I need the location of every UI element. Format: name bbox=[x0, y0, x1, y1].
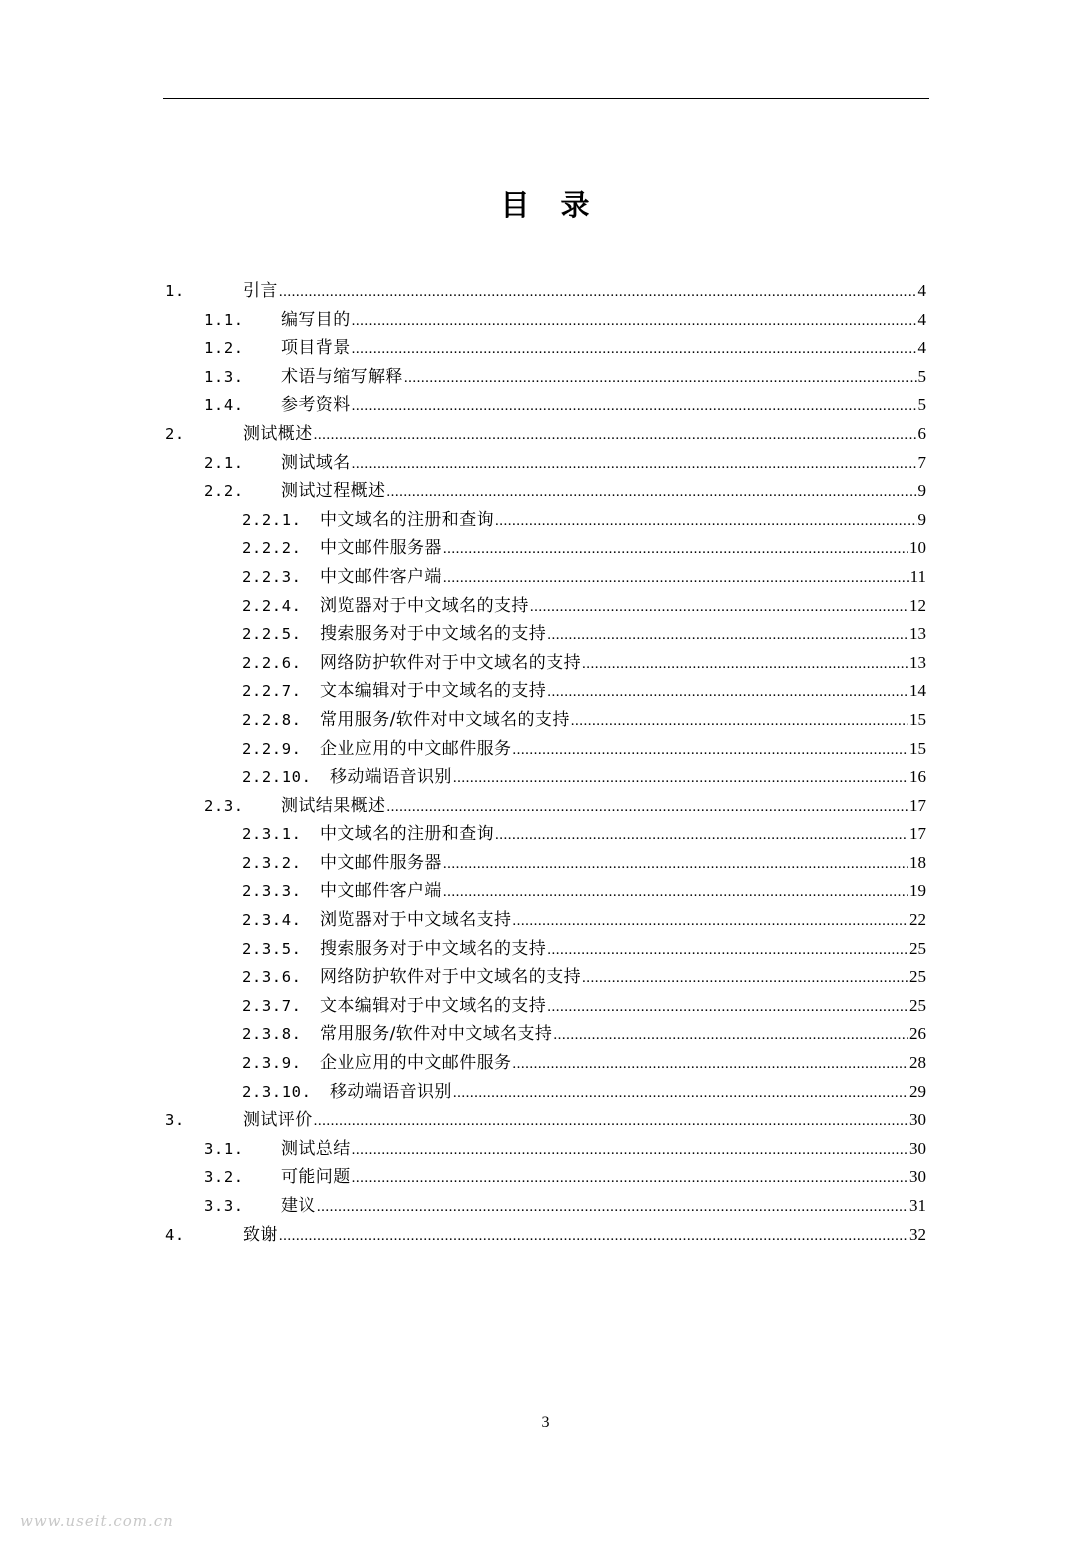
toc-entry-page: 22 bbox=[909, 910, 926, 930]
toc-dot-leader bbox=[317, 1193, 908, 1221]
toc-dot-leader bbox=[453, 764, 908, 792]
toc-entry-number: 2.3.9. bbox=[242, 1054, 302, 1073]
toc-dot-leader bbox=[571, 707, 908, 735]
toc-entry[interactable] bbox=[0, 849, 1091, 878]
toc-entry-number: 2.3.4. bbox=[242, 911, 302, 930]
toc-entry-page: 17 bbox=[909, 824, 926, 844]
toc-entry-number: 1.2. bbox=[204, 339, 244, 358]
toc-dot-leader bbox=[453, 1079, 908, 1107]
toc-entry-page: 9 bbox=[917, 481, 926, 501]
toc-entry[interactable] bbox=[0, 906, 1091, 935]
toc-entry-title: 常用服务/软件对中文域名的支持 bbox=[320, 709, 570, 730]
toc-entry-page: 32 bbox=[909, 1224, 926, 1244]
toc-entry[interactable] bbox=[0, 506, 1091, 535]
toc-entry-line bbox=[243, 420, 926, 449]
toc-entry-number: 1. bbox=[165, 282, 185, 300]
toc-entry-line bbox=[243, 277, 926, 306]
toc-entry-line bbox=[281, 363, 926, 392]
toc-entry-title: 浏览器对于中文域名支持 bbox=[320, 910, 512, 931]
toc-entry-page: 4 bbox=[917, 281, 926, 300]
toc-entry-number: 2.2.5. bbox=[242, 625, 302, 644]
toc-dot-leader bbox=[582, 650, 908, 678]
toc-entry-number: 2.2.3. bbox=[242, 567, 302, 586]
toc-dot-leader bbox=[443, 878, 908, 906]
toc-title: 目 录 bbox=[500, 188, 591, 222]
toc-entry-page: 9 bbox=[917, 509, 926, 529]
toc-entry-line bbox=[281, 306, 926, 335]
toc-dot-leader bbox=[352, 1164, 908, 1192]
toc-entry[interactable] bbox=[0, 449, 1091, 478]
toc-entry-number: 2.2.7. bbox=[242, 682, 302, 701]
toc-dot-leader bbox=[314, 1107, 908, 1135]
toc-entry-page: 12 bbox=[909, 595, 926, 615]
toc-entry-page: 30 bbox=[909, 1167, 926, 1187]
toc-entry-page: 26 bbox=[909, 1024, 926, 1044]
toc-entry-number: 1.1. bbox=[204, 310, 244, 329]
toc-dot-leader bbox=[352, 450, 917, 478]
toc-entry-title: 中文域名的注册和查询 bbox=[320, 509, 494, 530]
toc-entry-title: 术语与缩写解释 bbox=[281, 366, 403, 387]
toc-entry-title: 致谢 bbox=[243, 1224, 278, 1245]
toc-entry-number: 2.3.5. bbox=[242, 939, 302, 958]
toc-entry[interactable] bbox=[0, 877, 1091, 906]
toc-entry-number: 2.3. bbox=[204, 796, 244, 815]
toc-entry-number: 3.3. bbox=[204, 1197, 244, 1215]
toc-entry-page: 10 bbox=[909, 538, 926, 558]
toc-entry-title: 测试总结 bbox=[281, 1138, 351, 1159]
toc-entry[interactable] bbox=[0, 334, 1091, 363]
toc-entry-page: 25 bbox=[909, 967, 926, 987]
toc-entry-number: 2.3.6. bbox=[242, 968, 302, 987]
toc-entry[interactable] bbox=[0, 592, 1091, 621]
toc-dot-leader bbox=[547, 678, 908, 706]
toc-entry-number: 2.2.9. bbox=[242, 739, 302, 758]
toc-entry-page: 19 bbox=[909, 881, 926, 901]
toc-dot-leader bbox=[495, 821, 908, 849]
toc-entry-number: 2.2.4. bbox=[242, 596, 302, 615]
toc-entry-number: 2.2.10. bbox=[242, 768, 312, 787]
toc-entry-title: 企业应用的中文邮件服务 bbox=[320, 1053, 512, 1074]
toc-entry-title: 测试概述 bbox=[243, 423, 313, 444]
toc-entry-page: 4 bbox=[917, 338, 926, 358]
toc-entry[interactable] bbox=[0, 1020, 1091, 1049]
toc-entry-line bbox=[320, 963, 926, 992]
toc-entry[interactable] bbox=[0, 620, 1091, 649]
toc-entry[interactable] bbox=[0, 1192, 1091, 1221]
toc-entry-number: 2.1. bbox=[204, 453, 244, 472]
toc-entry-number: 3.2. bbox=[204, 1168, 244, 1187]
toc-entry-page: 29 bbox=[909, 1081, 926, 1101]
toc-entry-title: 中文邮件客户端 bbox=[320, 881, 442, 902]
toc-entry-title: 中文邮件服务器 bbox=[320, 852, 442, 873]
toc-entry-line bbox=[320, 735, 926, 764]
toc-entry[interactable] bbox=[0, 391, 1091, 420]
toc-entry-line bbox=[281, 449, 926, 478]
toc-entry[interactable] bbox=[0, 735, 1091, 764]
toc-entry-number: 2.3.10. bbox=[242, 1082, 312, 1101]
toc-entry-line bbox=[281, 792, 926, 821]
toc-entry-page: 13 bbox=[909, 624, 926, 644]
toc-entry-line bbox=[320, 534, 926, 563]
toc-entry-page: 25 bbox=[909, 995, 926, 1015]
toc-entry-number: 1.4. bbox=[204, 396, 244, 415]
toc-entry-page: 30 bbox=[909, 1110, 926, 1130]
toc-entry-page: 11 bbox=[909, 566, 926, 586]
toc-dot-leader bbox=[547, 621, 908, 649]
toc-dot-leader bbox=[495, 507, 917, 535]
toc-entry-number: 1.3. bbox=[204, 367, 244, 386]
toc-entry-line bbox=[320, 849, 926, 878]
toc-entry-title: 网络防护软件对于中文域名的支持 bbox=[320, 967, 581, 988]
toc-entry-line bbox=[281, 391, 926, 420]
toc-entry[interactable] bbox=[0, 820, 1091, 849]
toc-dot-leader bbox=[530, 593, 908, 621]
toc-entry-line bbox=[320, 935, 926, 964]
toc-entry-line bbox=[330, 1078, 926, 1107]
toc-entry-line bbox=[281, 1135, 926, 1164]
toc-entry-line bbox=[320, 706, 926, 735]
toc-entry[interactable] bbox=[0, 534, 1091, 563]
toc-entry-number: 2.3.8. bbox=[242, 1025, 302, 1044]
toc-entry-number: 2.3.2. bbox=[242, 853, 302, 872]
toc-dot-leader bbox=[443, 850, 908, 878]
toc-entry-number: 2.3.1. bbox=[242, 825, 302, 844]
toc-entry-title: 中文域名的注册和查询 bbox=[320, 824, 494, 845]
toc-entry[interactable] bbox=[0, 363, 1091, 392]
toc-entry-line bbox=[320, 906, 926, 935]
toc-dot-leader bbox=[352, 392, 917, 420]
toc-entry[interactable] bbox=[0, 277, 1091, 306]
toc-entry[interactable] bbox=[0, 963, 1091, 992]
toc-entry-line bbox=[320, 1020, 926, 1049]
toc-entry-line bbox=[320, 992, 926, 1021]
toc-entry-line bbox=[243, 1221, 926, 1250]
toc-dot-leader bbox=[352, 1136, 908, 1164]
toc-entry[interactable] bbox=[0, 992, 1091, 1021]
toc-entry-page: 30 bbox=[909, 1138, 926, 1158]
toc-entry-title: 中文邮件服务器 bbox=[320, 538, 442, 559]
toc-entry-page: 25 bbox=[909, 938, 926, 958]
toc-dot-leader bbox=[512, 736, 908, 764]
toc-entry-line bbox=[320, 677, 926, 706]
toc-entry-title: 移动端语音识别 bbox=[330, 767, 452, 788]
toc-entry-number: 2.2.8. bbox=[242, 710, 302, 729]
toc-entry-title: 编写目的 bbox=[281, 309, 351, 330]
toc-entry-title: 搜索服务对于中文域名的支持 bbox=[320, 938, 547, 959]
toc-entry-number: 2.3.3. bbox=[242, 882, 302, 901]
toc-dot-leader bbox=[386, 793, 908, 821]
toc-entry-title: 可能问题 bbox=[281, 1167, 351, 1188]
toc-dot-leader bbox=[352, 307, 917, 335]
toc-entry-line bbox=[320, 877, 926, 906]
toc-entry-line bbox=[320, 820, 926, 849]
toc-entry-page: 5 bbox=[917, 366, 926, 386]
toc-entry-line bbox=[281, 1192, 926, 1221]
toc-entry-title: 搜索服务对于中文域名的支持 bbox=[320, 624, 547, 645]
toc-entry-title: 项目背景 bbox=[281, 338, 351, 359]
toc-entry-line bbox=[243, 1106, 926, 1135]
toc-entry-page: 13 bbox=[909, 652, 926, 672]
toc-entry-page: 18 bbox=[909, 852, 926, 872]
toc-entry-title: 中文邮件客户端 bbox=[320, 566, 442, 587]
toc-entry-number: 2.2. bbox=[204, 482, 244, 501]
toc-entry[interactable] bbox=[0, 420, 1091, 449]
toc-entry-page: 17 bbox=[909, 795, 926, 815]
toc-entry[interactable] bbox=[0, 706, 1091, 735]
toc-dot-leader bbox=[386, 478, 916, 506]
toc-entry[interactable] bbox=[0, 563, 1091, 592]
toc-dot-leader bbox=[279, 1222, 908, 1250]
toc-entry[interactable] bbox=[0, 792, 1091, 821]
toc-entry-number: 2.2.2. bbox=[242, 539, 302, 558]
toc-entry-title: 企业应用的中文邮件服务 bbox=[320, 738, 512, 759]
toc-entry[interactable] bbox=[0, 1135, 1091, 1164]
toc-entry-title: 网络防护软件对于中文域名的支持 bbox=[320, 652, 581, 673]
toc-entry-number: 4. bbox=[165, 1225, 185, 1244]
toc-entry-title: 引言 bbox=[243, 281, 278, 301]
toc-entry-title: 浏览器对于中文域名的支持 bbox=[320, 595, 529, 616]
toc-entry-title: 测试域名 bbox=[281, 452, 351, 473]
toc-entry-title: 文本编辑对于中文域名的支持 bbox=[320, 681, 547, 702]
toc-dot-leader bbox=[512, 907, 908, 935]
toc-dot-leader bbox=[443, 535, 908, 563]
toc-entry-line bbox=[281, 334, 926, 363]
toc-entry-title: 测试结果概述 bbox=[281, 795, 386, 816]
toc-entry-line bbox=[320, 506, 926, 535]
toc-entry[interactable] bbox=[0, 1106, 1091, 1135]
toc-entry-line bbox=[320, 620, 926, 649]
toc-entry-title: 文本编辑对于中文域名的支持 bbox=[320, 995, 547, 1016]
toc-dot-leader bbox=[279, 278, 917, 306]
toc-dot-leader bbox=[404, 364, 917, 392]
toc-entry[interactable] bbox=[0, 935, 1091, 964]
toc-entry-page: 15 bbox=[909, 738, 926, 758]
toc-entry[interactable] bbox=[0, 1221, 1091, 1250]
toc-entry-title: 常用服务/软件对中文域名支持 bbox=[320, 1024, 553, 1045]
toc-entry[interactable] bbox=[0, 677, 1091, 706]
toc-dot-leader bbox=[314, 421, 917, 449]
toc-entry-line bbox=[330, 763, 926, 792]
toc-entry-page: 28 bbox=[909, 1053, 926, 1073]
toc-entry-page: 16 bbox=[909, 767, 926, 787]
toc-entry-page: 6 bbox=[917, 423, 926, 443]
toc-entry-page: 5 bbox=[917, 395, 926, 415]
page-number: 3 bbox=[541, 1414, 550, 1431]
toc-entry[interactable] bbox=[0, 763, 1091, 792]
toc-entry-line bbox=[320, 563, 926, 592]
toc-entry-line bbox=[281, 1163, 926, 1192]
toc-entry[interactable] bbox=[0, 477, 1091, 506]
toc-entry-title: 测试评价 bbox=[243, 1110, 313, 1131]
toc-entry-page: 15 bbox=[909, 709, 926, 729]
toc-entry[interactable] bbox=[0, 1049, 1091, 1078]
toc-entry-number: 3.1. bbox=[204, 1139, 244, 1158]
toc-dot-leader bbox=[547, 993, 908, 1021]
toc-dot-leader bbox=[582, 964, 908, 992]
toc-entry-line bbox=[320, 1049, 926, 1078]
toc-entry-page: 31 bbox=[909, 1196, 926, 1215]
toc-dot-leader bbox=[443, 564, 909, 592]
toc-entry-number: 2.2.1. bbox=[242, 510, 302, 529]
toc-dot-leader bbox=[512, 1050, 908, 1078]
toc-entry-title: 移动端语音识别 bbox=[330, 1081, 452, 1102]
toc-entry[interactable] bbox=[0, 1163, 1091, 1192]
header-rule bbox=[163, 98, 929, 99]
toc-dot-leader bbox=[547, 936, 908, 964]
toc-list bbox=[0, 277, 1091, 1249]
toc-entry-page: 4 bbox=[917, 309, 926, 329]
watermark: www.useit.com.cn bbox=[20, 1512, 174, 1530]
toc-entry-number: 2.3.7. bbox=[242, 996, 302, 1015]
toc-dot-leader bbox=[553, 1021, 908, 1049]
toc-entry-number: 3. bbox=[165, 1111, 185, 1130]
toc-entry[interactable] bbox=[0, 1078, 1091, 1107]
toc-entry-page: 14 bbox=[909, 681, 926, 701]
toc-entry-title: 建议 bbox=[281, 1196, 316, 1216]
toc-entry[interactable] bbox=[0, 306, 1091, 335]
toc-dot-leader bbox=[352, 335, 917, 363]
toc-entry[interactable] bbox=[0, 649, 1091, 678]
toc-entry-number: 2.2.6. bbox=[242, 653, 302, 672]
toc-entry-line bbox=[281, 477, 926, 506]
toc-entry-page: 7 bbox=[917, 452, 926, 472]
toc-entry-line bbox=[320, 649, 926, 678]
toc-entry-number: 2. bbox=[165, 424, 185, 443]
toc-entry-title: 参考资料 bbox=[281, 395, 351, 416]
toc-entry-title: 测试过程概述 bbox=[281, 481, 386, 502]
toc-entry-line bbox=[320, 592, 926, 621]
